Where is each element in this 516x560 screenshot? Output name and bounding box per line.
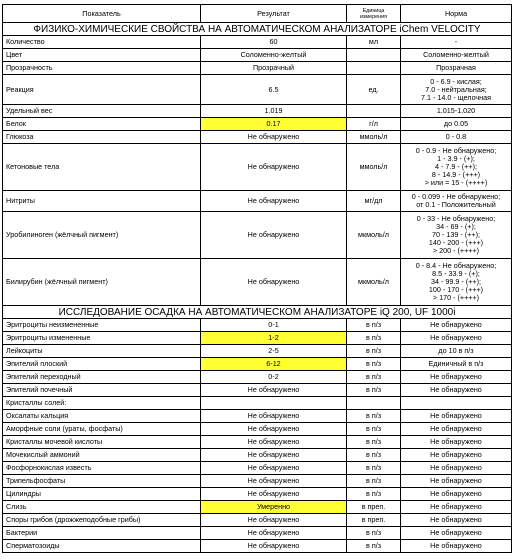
norm-cell: Не обнаружено bbox=[401, 462, 512, 475]
table-row bbox=[3, 475, 512, 488]
table-row bbox=[3, 191, 512, 212]
unit-cell: в п/з bbox=[347, 488, 401, 501]
norm-cell: Прозрачная bbox=[401, 62, 512, 75]
unit-cell: в п/з bbox=[347, 475, 401, 488]
table-row bbox=[3, 62, 512, 75]
norm-cell: 0 - 0.099 - Не обнаружено; от 0.1 - Положительный bbox=[401, 191, 512, 212]
unit-cell: в п/з bbox=[347, 527, 401, 540]
unit-cell: мл bbox=[347, 36, 401, 49]
unit-cell: в преп. bbox=[347, 501, 401, 514]
norm-cell: Не обнаружено bbox=[401, 319, 512, 332]
norm-cell: 0 - 6.9 - кислая; 7.0 - нейтральная; 7.1 - 14.0 - щелочная bbox=[401, 75, 512, 105]
indicator-cell: Цилиндры bbox=[3, 488, 201, 501]
indicator-cell: Глюкоза bbox=[3, 131, 201, 144]
result-cell: 60 bbox=[201, 36, 347, 49]
norm-cell: 0 - 0.8 bbox=[401, 131, 512, 144]
unit-cell bbox=[347, 105, 401, 118]
indicator-cell: Мочекислый аммоний bbox=[3, 449, 201, 462]
result-cell: Не обнаружено bbox=[201, 462, 347, 475]
norm-cell: 0 - 8.4 - Не обнаружено; 8.5 - 33.9 - (+); 34 - 99.9 - (++); 100 - 170 - (+++) > 170 - (++++) bbox=[401, 259, 512, 306]
unit-cell: ммоль/л bbox=[347, 131, 401, 144]
result-cell: Не обнаружено bbox=[201, 527, 347, 540]
norm-cell: Единичный в п/з bbox=[401, 358, 512, 371]
unit-cell: в п/з bbox=[347, 540, 401, 553]
result-cell: 0.17 bbox=[201, 118, 347, 131]
result-cell: 1.019 bbox=[201, 105, 347, 118]
norm-cell: Не обнаружено bbox=[401, 540, 512, 553]
table-row bbox=[3, 423, 512, 436]
table-row bbox=[3, 384, 512, 397]
unit-cell: мг/дл bbox=[347, 191, 401, 212]
indicator-cell: Эпителий переходный bbox=[3, 371, 201, 384]
table-row bbox=[3, 332, 512, 345]
result-cell: Не обнаружено bbox=[201, 423, 347, 436]
table-row bbox=[3, 345, 512, 358]
table-row bbox=[3, 397, 512, 410]
header-norm: Норма bbox=[401, 5, 512, 23]
table-row bbox=[3, 462, 512, 475]
indicator-cell: Нитриты bbox=[3, 191, 201, 212]
indicator-cell: Споры грибов (дрожжеподобные грибы) bbox=[3, 514, 201, 527]
result-cell: 0-1 bbox=[201, 319, 347, 332]
indicator-cell: Прозрачность bbox=[3, 62, 201, 75]
table-row bbox=[3, 358, 512, 371]
norm-cell: Не обнаружено bbox=[401, 332, 512, 345]
norm-cell: Не обнаружено bbox=[401, 436, 512, 449]
indicator-cell: Удельный вес bbox=[3, 105, 201, 118]
table-row bbox=[3, 449, 512, 462]
unit-cell: г/л bbox=[347, 118, 401, 131]
result-cell: 6-12 bbox=[201, 358, 347, 371]
indicator-cell: Бактерии bbox=[3, 527, 201, 540]
indicator-cell: Билирубин (жёлчный пигмент) bbox=[3, 259, 201, 306]
result-cell: 1-2 bbox=[201, 332, 347, 345]
norm-cell: Не обнаружено bbox=[401, 488, 512, 501]
unit-cell bbox=[347, 62, 401, 75]
indicator-cell: Кристаллы солей: bbox=[3, 397, 201, 410]
norm-cell: Не обнаружено bbox=[401, 449, 512, 462]
section-row bbox=[3, 23, 512, 36]
unit-cell: в п/з bbox=[347, 371, 401, 384]
unit-cell: в п/з bbox=[347, 436, 401, 449]
table-row bbox=[3, 75, 512, 105]
norm-cell: до 10 в п/з bbox=[401, 345, 512, 358]
unit-cell: в п/з bbox=[347, 410, 401, 423]
indicator-cell: Эритроциты измененные bbox=[3, 332, 201, 345]
unit-cell: ммоль/л bbox=[347, 144, 401, 191]
unit-cell bbox=[347, 397, 401, 410]
table-row bbox=[3, 49, 512, 62]
table-row bbox=[3, 540, 512, 553]
result-cell: 2-5 bbox=[201, 345, 347, 358]
indicator-cell: Уробилиноген (жёлчный пигмент) bbox=[3, 212, 201, 259]
table-row bbox=[3, 527, 512, 540]
norm-cell: Не обнаружено bbox=[401, 501, 512, 514]
unit-cell: в преп. bbox=[347, 514, 401, 527]
norm-cell: Не обнаружено bbox=[401, 384, 512, 397]
result-cell: Не обнаружено bbox=[201, 449, 347, 462]
norm-cell: Не обнаружено bbox=[401, 514, 512, 527]
table-row bbox=[3, 105, 512, 118]
unit-cell bbox=[347, 49, 401, 62]
result-cell: Не обнаружено bbox=[201, 212, 347, 259]
indicator-cell: Кетоновые тела bbox=[3, 144, 201, 191]
result-cell: Не обнаружено bbox=[201, 436, 347, 449]
result-cell: Не обнаружено bbox=[201, 475, 347, 488]
indicator-cell: Лейкоциты bbox=[3, 345, 201, 358]
table-row bbox=[3, 36, 512, 49]
unit-cell: в п/з bbox=[347, 332, 401, 345]
indicator-cell: Сперматозоиды bbox=[3, 540, 201, 553]
header-row bbox=[3, 5, 512, 23]
norm-cell: Не обнаружено bbox=[401, 475, 512, 488]
result-cell: Умеренно bbox=[201, 501, 347, 514]
unit-cell: в п/з bbox=[347, 449, 401, 462]
result-cell: Не обнаружено bbox=[201, 540, 347, 553]
result-cell: 6.5 bbox=[201, 75, 347, 105]
norm-cell: Не обнаружено bbox=[401, 410, 512, 423]
norm-cell bbox=[401, 397, 512, 410]
unit-cell: в п/з bbox=[347, 345, 401, 358]
norm-cell: 0 - 33 - Не обнаружено; 34 - 69 - (+); 70 - 139 - (++); 140 - 200 - (+++) > 200 - (++++) bbox=[401, 212, 512, 259]
table-row bbox=[3, 319, 512, 332]
table-row bbox=[3, 212, 512, 259]
indicator-cell: Оксалаты кальция bbox=[3, 410, 201, 423]
table-row bbox=[3, 259, 512, 306]
indicator-cell: Кристаллы мочевой кислоты bbox=[3, 436, 201, 449]
table-row bbox=[3, 501, 512, 514]
result-cell: Прозрачный bbox=[201, 62, 347, 75]
norm-cell: Не обнаружено bbox=[401, 423, 512, 436]
header-indicator: Показатель bbox=[3, 5, 201, 23]
result-cell: Не обнаружено bbox=[201, 488, 347, 501]
table-row bbox=[3, 131, 512, 144]
result-cell: Не обнаружено bbox=[201, 144, 347, 191]
indicator-cell: Белок bbox=[3, 118, 201, 131]
indicator-cell: Цвет bbox=[3, 49, 201, 62]
result-cell: Не обнаружено bbox=[201, 259, 347, 306]
norm-cell: 1.015-1.020 bbox=[401, 105, 512, 118]
table-row bbox=[3, 371, 512, 384]
norm-cell: - bbox=[401, 36, 512, 49]
indicator-cell: Аморфные соли (ураты, фосфаты) bbox=[3, 423, 201, 436]
result-cell: Не обнаружено bbox=[201, 191, 347, 212]
unit-cell: мкмоль/л bbox=[347, 259, 401, 306]
result-cell: Не обнаружено bbox=[201, 131, 347, 144]
section-title-sediment: ИССЛЕДОВАНИЕ ОСАДКА НА АВТОМАТИЧЕСКОМ АНАЛИЗАТОРЕ iQ 200, UF 1000i bbox=[3, 306, 512, 319]
header-result: Результат bbox=[201, 5, 347, 23]
indicator-cell: Количество bbox=[3, 36, 201, 49]
table-row bbox=[3, 144, 512, 191]
table-row bbox=[3, 488, 512, 501]
result-cell: Не обнаружено bbox=[201, 514, 347, 527]
indicator-cell: Эритроциты неизмененные bbox=[3, 319, 201, 332]
norm-cell: Соломенно-желтый bbox=[401, 49, 512, 62]
unit-cell: в п/з bbox=[347, 319, 401, 332]
indicator-cell: Эпителий плоский bbox=[3, 358, 201, 371]
norm-cell: до 0.05 bbox=[401, 118, 512, 131]
norm-cell: Не обнаружено bbox=[401, 527, 512, 540]
unit-cell: ед. bbox=[347, 75, 401, 105]
table-row bbox=[3, 118, 512, 131]
indicator-cell: Слизь bbox=[3, 501, 201, 514]
unit-cell: в п/з bbox=[347, 358, 401, 371]
indicator-cell: Эпителий почечный bbox=[3, 384, 201, 397]
unit-cell: в п/з bbox=[347, 423, 401, 436]
header-unit: Единица измерения bbox=[347, 5, 401, 23]
table-row bbox=[3, 514, 512, 527]
norm-cell: Не обнаружено bbox=[401, 371, 512, 384]
result-cell bbox=[201, 397, 347, 410]
unit-cell: мкмоль/л bbox=[347, 212, 401, 259]
result-cell: Не обнаружено bbox=[201, 410, 347, 423]
result-cell: Соломенно-желтый bbox=[201, 49, 347, 62]
indicator-cell: Трипельфосфаты bbox=[3, 475, 201, 488]
unit-cell: в п/з bbox=[347, 462, 401, 475]
unit-cell: в п/з bbox=[347, 384, 401, 397]
table-row bbox=[3, 410, 512, 423]
table-row bbox=[3, 436, 512, 449]
section-title-physchem: ФИЗИКО-ХИМИЧЕСКИЕ СВОЙСТВА НА АВТОМАТИЧЕСКОМ АНАЛИЗАТОРЕ iChem VELOCITY bbox=[3, 23, 512, 36]
indicator-cell: Реакция bbox=[3, 75, 201, 105]
result-cell: Не обнаружено bbox=[201, 384, 347, 397]
norm-cell: 0 - 0.9 - Не обнаружено; 1 - 3.9 - (+); 4 - 7.9 - (++); 8 - 14.9 - (+++) > или = 15 - (++++) bbox=[401, 144, 512, 191]
result-cell: 0-2 bbox=[201, 371, 347, 384]
section-row bbox=[3, 306, 512, 319]
indicator-cell: Фосфорнокислая известь bbox=[3, 462, 201, 475]
urinalysis-table bbox=[2, 4, 512, 553]
